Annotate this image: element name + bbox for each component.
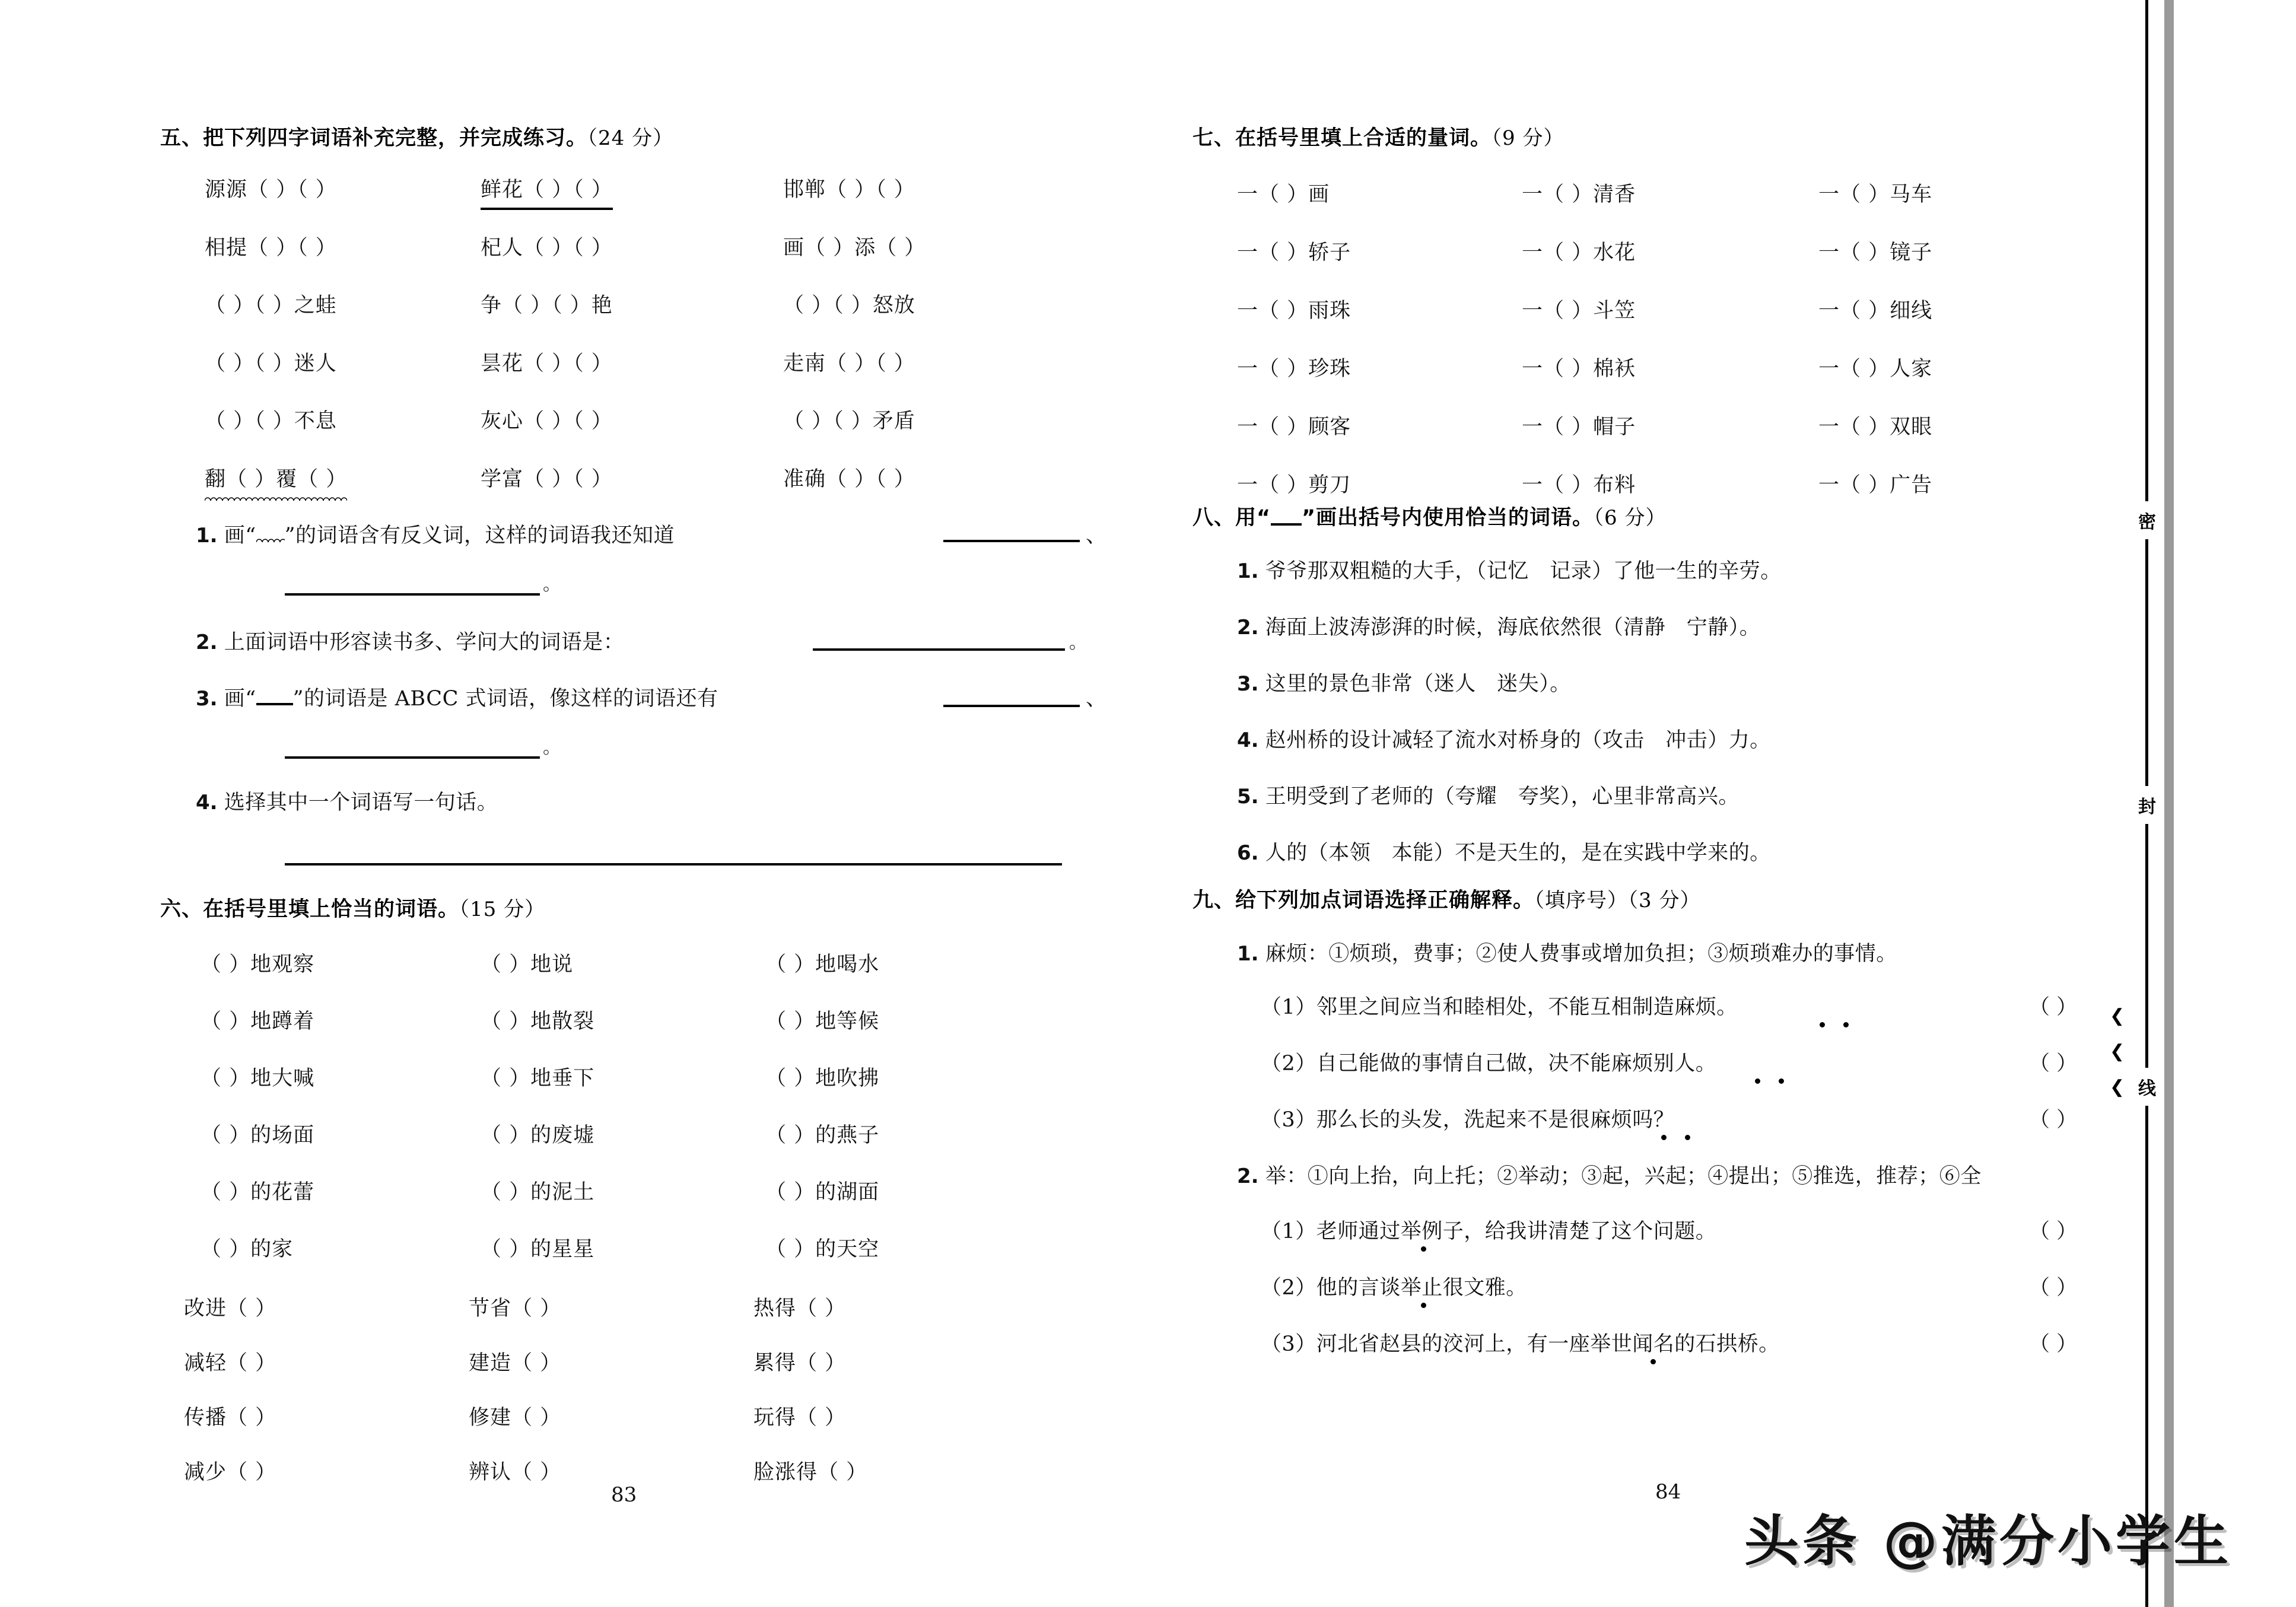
subitem-text: 邻里之间应当和睦相处，不能互相制造麻烦。: [1316, 995, 1738, 1019]
section-8-item: [1237, 667, 1571, 697]
idiom-cell[interactable]: 源源（ ）（ ）: [205, 178, 337, 202]
question-3-tail: 、: [1086, 687, 1107, 711]
answer-bracket[interactable]: （ ）: [2029, 1276, 2078, 1300]
phrase-cell[interactable]: （ ）的湖面: [765, 1180, 880, 1204]
section-9-group-head: [1237, 1160, 1982, 1189]
question-text-before: 画“: [224, 524, 256, 548]
item-number: 2.: [1237, 616, 1259, 639]
section-5-title: [160, 122, 673, 151]
idiom-cell[interactable]: （ ）（ ）迷人: [205, 352, 337, 376]
group-definition: 麻烦：①烦琐，费事；②使人费事或增加负担；③烦琐难办的事情。: [1265, 942, 1897, 966]
item-number: 6.: [1237, 841, 1259, 865]
section-5-question-2: [196, 626, 624, 655]
question-text: 选择其中一个词语写一句话。: [224, 791, 498, 814]
idiom-cell[interactable]: 灰心（ ）（ ）: [481, 409, 613, 433]
idiom-cell[interactable]: 昙花（ ）（ ）: [481, 352, 613, 376]
idiom-cell[interactable]: 杞人（ ）（ ）: [481, 236, 613, 260]
item-text[interactable]: 这里的景色非常（迷人 迷失）。: [1265, 672, 1571, 696]
idiom-cell[interactable]: 走南（ ）（ ）: [783, 352, 915, 376]
idiom-cell[interactable]: （ ）（ ）之蛙: [205, 294, 337, 317]
idiom-cell[interactable]: 画（ ）添（ ）: [783, 236, 926, 260]
verb-cell[interactable]: 建造（ ）: [469, 1351, 562, 1375]
scissors-mark: ❯: [2110, 1041, 2125, 1062]
measure-cell[interactable]: 一（ ）人家: [1818, 357, 1933, 381]
verb-cell[interactable]: 脸涨得（ ）: [753, 1460, 868, 1484]
section-7-title-text: 七、在括号里填上合适的量词。: [1192, 126, 1492, 150]
measure-cell[interactable]: 一（ ）水花: [1522, 241, 1636, 265]
section-8-item: [1237, 780, 1740, 810]
section-7-title: [1192, 122, 1564, 151]
measure-cell[interactable]: 一（ ）轿子: [1237, 241, 1351, 265]
phrase-cell[interactable]: （ ）地吹拂: [765, 1067, 880, 1090]
phrase-cell[interactable]: （ ）地喝水: [765, 953, 880, 976]
straight-underline-mark: [1271, 505, 1302, 526]
section-6-points: （15 分）: [459, 898, 546, 921]
emphasis-dot: [1820, 1022, 1825, 1027]
subitem-text: 他的言谈举止很文雅。: [1316, 1276, 1527, 1300]
section-5-question-1: [196, 519, 675, 549]
measure-cell[interactable]: 一（ ）广告: [1818, 473, 1933, 497]
binding-line-shadow: [2164, 0, 2174, 1607]
page-number-left: 83: [611, 1483, 637, 1507]
item-text[interactable]: 人的（本领 本能）不是天生的，是在实践中学来的。: [1265, 841, 1771, 865]
page-number-right: 84: [1655, 1480, 1681, 1504]
emphasis-dot: [1421, 1246, 1426, 1252]
group-number: 1.: [1237, 942, 1259, 966]
measure-cell[interactable]: 一（ ）珍珠: [1237, 357, 1351, 381]
phrase-cell[interactable]: （ ）地蹲着: [201, 1010, 315, 1033]
phrase-cell[interactable]: （ ）的场面: [201, 1124, 315, 1147]
subitem-label: （1）: [1261, 1220, 1316, 1243]
answer-blank[interactable]: [285, 756, 540, 759]
verb-cell[interactable]: 改进（ ）: [184, 1297, 277, 1320]
section-8-item: [1237, 724, 1771, 753]
idiom-cell-wavy[interactable]: 翻（ ）覆（ ）: [205, 463, 347, 501]
section-9-title-text: 九、给下列加点词语选择正确解释。: [1192, 889, 1535, 912]
measure-cell[interactable]: 一（ ）斗笠: [1522, 299, 1636, 323]
idiom-cell-underlined[interactable]: 鲜花（ ）（ ）: [481, 173, 613, 210]
idiom-cell[interactable]: 相提（ ）（ ）: [205, 236, 337, 260]
emphasis-dot: [1843, 1022, 1849, 1027]
question-text-after: ”的词语是 ABCC 式词语，像这样的词语还有: [292, 687, 718, 711]
measure-cell[interactable]: 一（ ）细线: [1818, 299, 1933, 323]
idiom-cell[interactable]: 邯郸（ ）（ ）: [783, 178, 915, 202]
idiom-cell[interactable]: （ ）（ ）矛盾: [783, 409, 915, 433]
binding-char-feng: 封: [2135, 786, 2160, 824]
item-text[interactable]: 王明受到了老师的（夸耀 夸奖），心里非常高兴。: [1265, 785, 1740, 809]
subitem-label: （3）: [1261, 1332, 1316, 1356]
section-6-title-text: 六、在括号里填上恰当的词语。: [160, 898, 460, 921]
verb-cell[interactable]: 减少（ ）: [184, 1460, 277, 1484]
watermark: 头条 @满分小学生: [1744, 1510, 2233, 1573]
question-number: 3.: [196, 687, 218, 711]
right-page: [1192, 0, 2106, 1607]
phrase-cell[interactable]: （ ）的家: [201, 1237, 294, 1261]
subitem-text: 河北省赵县的洨河上，有一座举世闻名的石拱桥。: [1316, 1332, 1780, 1356]
subitem-text: 自己能做的事情自己做，决不能麻烦别人。: [1316, 1052, 1717, 1075]
emphasis-dot: [1661, 1135, 1667, 1140]
answer-blank-long[interactable]: [285, 863, 1062, 865]
phrase-cell[interactable]: （ ）地散裂: [481, 1010, 595, 1033]
measure-cell[interactable]: 一（ ）画: [1237, 183, 1330, 206]
measure-cell[interactable]: 一（ ）双眼: [1818, 415, 1933, 439]
item-text[interactable]: 赵州桥的设计减轻了流水对桥身的（攻击 冲击）力。: [1265, 728, 1771, 752]
question-1-tail: 、: [1086, 524, 1107, 548]
section-6-title: [160, 893, 545, 922]
verb-cell[interactable]: 玩得（ ）: [753, 1406, 847, 1430]
phrase-cell[interactable]: （ ）的花蕾: [201, 1180, 315, 1204]
measure-cell[interactable]: 一（ ）顾客: [1237, 415, 1351, 439]
verb-cell[interactable]: 热得（ ）: [753, 1297, 847, 1320]
phrase-cell[interactable]: （ ）地说: [481, 953, 574, 976]
idiom-cell[interactable]: 学富（ ）（ ）: [481, 467, 613, 491]
phrase-cell[interactable]: （ ）地等候: [765, 1010, 880, 1033]
section-8-item: [1237, 836, 1771, 866]
emphasis-dot: [1651, 1359, 1656, 1364]
group-definition: 举：①向上抬，向上托；②举动；③起，兴起；④提出；⑤推选，推荐；⑥全: [1265, 1164, 1982, 1188]
scissors-mark: ❯: [2110, 1005, 2125, 1026]
idiom-cell[interactable]: 争（ ）（ ）艳: [481, 294, 613, 317]
section-7-points: （9 分）: [1492, 126, 1564, 150]
answer-bracket[interactable]: （ ）: [2029, 1220, 2078, 1243]
scissors-mark: ❯: [2110, 1077, 2125, 1097]
answer-bracket[interactable]: （ ）: [2029, 1332, 2078, 1356]
phrase-cell[interactable]: （ ）的天空: [765, 1237, 880, 1261]
subitem-label: （3）: [1261, 1108, 1316, 1132]
emphasis-dot: [1685, 1135, 1690, 1140]
verb-cell[interactable]: 修建（ ）: [469, 1406, 562, 1430]
item-number: 5.: [1237, 785, 1259, 809]
phrase-cell[interactable]: （ ）的泥土: [481, 1180, 595, 1204]
verb-cell[interactable]: 减轻（ ）: [184, 1351, 277, 1375]
period-mark: 。: [543, 737, 561, 758]
phrase-cell[interactable]: （ ）地观察: [201, 953, 315, 976]
verb-cell[interactable]: 节省（ ）: [469, 1297, 562, 1320]
emphasis-dot: [1755, 1078, 1760, 1084]
answer-bracket[interactable]: （ ）: [2029, 1052, 2078, 1075]
section-8-title-after: ”画出括号内使用恰当的词语。: [1302, 506, 1594, 530]
idiom-cell[interactable]: 准确（ ）（ ）: [783, 467, 915, 491]
measure-cell[interactable]: 一（ ）镜子: [1818, 241, 1933, 265]
measure-cell[interactable]: 一（ ）布料: [1522, 473, 1636, 497]
binding-char-mi: 密: [2135, 501, 2160, 539]
section-8-points: （6 分）: [1594, 506, 1667, 530]
section-8-title-before: 八、用“: [1192, 506, 1271, 530]
section-8-item: [1237, 555, 1782, 584]
measure-cell[interactable]: 一（ ）清香: [1522, 183, 1636, 206]
section-5-question-3: [196, 682, 718, 712]
subitem-label: （1）: [1261, 995, 1316, 1019]
answer-bracket[interactable]: （ ）: [2029, 1108, 2078, 1132]
item-text[interactable]: 海面上波涛澎湃的时候，海底依然很（清静 宁静）。: [1265, 616, 1761, 639]
section-5-question-4: [196, 786, 498, 816]
idiom-cell[interactable]: （ ）（ ）不息: [205, 409, 337, 433]
section-9-points: （填序号）（3 分）: [1534, 889, 1701, 912]
item-number: 1.: [1237, 559, 1259, 583]
answer-bracket[interactable]: （ ）: [2029, 995, 2078, 1019]
item-text[interactable]: 爷爷那双粗糙的大手，（记忆 记录）了他一生的辛劳。: [1265, 559, 1782, 583]
measure-cell[interactable]: 一（ ）雨珠: [1237, 299, 1351, 323]
section-9-subitem: [1261, 1271, 1527, 1301]
left-page: [113, 0, 1107, 1607]
answer-blank[interactable]: [943, 540, 1080, 542]
item-number: 3.: [1237, 672, 1259, 696]
subitem-text: 那么长的头发，洗起来不是很麻烦吗？: [1316, 1108, 1675, 1132]
straight-underline-mark: [256, 690, 293, 705]
period-mark: 。: [1069, 632, 1087, 653]
question-number: 2.: [196, 631, 218, 654]
measure-cell[interactable]: 一（ ）马车: [1818, 183, 1933, 206]
subitem-label: （2）: [1261, 1276, 1316, 1300]
emphasis-dot: [1779, 1078, 1784, 1084]
section-9-subitem: [1261, 1215, 1716, 1245]
question-number: 4.: [196, 791, 218, 814]
measure-cell[interactable]: 一（ ）帽子: [1522, 415, 1636, 439]
idiom-cell[interactable]: （ ）（ ）怒放: [783, 294, 915, 317]
answer-blank[interactable]: [285, 593, 540, 596]
binding-char-xian: 线: [2135, 1068, 2160, 1106]
subitem-text: 老师通过举例子，给我讲清楚了这个问题。: [1316, 1220, 1717, 1243]
question-text-before: 画“: [224, 687, 256, 711]
measure-cell[interactable]: 一（ ）剪刀: [1237, 473, 1351, 497]
section-9-subitem: [1261, 1103, 1674, 1133]
measure-cell[interactable]: 一（ ）棉袄: [1522, 357, 1636, 381]
section-8-title: [1192, 501, 1666, 531]
section-5-title-text: 五、把下列四字词语补充完整，并完成练习。: [160, 126, 588, 150]
question-text: 上面词语中形容读书多、学问大的词语是：: [224, 631, 625, 654]
subitem-label: （2）: [1261, 1052, 1316, 1075]
section-9-title: [1192, 884, 1700, 914]
item-number: 4.: [1237, 728, 1259, 752]
question-number: 1.: [196, 524, 218, 548]
phrase-cell[interactable]: （ ）地大喊: [201, 1067, 315, 1090]
period-mark: 。: [543, 574, 561, 595]
wavy-underline-mark: [256, 527, 285, 542]
verb-cell[interactable]: 累得（ ）: [753, 1351, 847, 1375]
section-5-points: （24 分）: [587, 126, 674, 150]
group-number: 2.: [1237, 1164, 1259, 1188]
answer-blank[interactable]: [943, 705, 1080, 707]
question-text-after: ”的词语含有反义词，这样的词语我还知道: [284, 524, 675, 548]
section-9-group-head: [1237, 937, 1897, 967]
section-9-subitem: [1261, 1047, 1716, 1077]
emphasis-dot: [1421, 1303, 1426, 1308]
verb-cell[interactable]: 传播（ ）: [184, 1406, 277, 1430]
phrase-cell[interactable]: （ ）的废墟: [481, 1124, 595, 1147]
phrase-cell[interactable]: （ ）地垂下: [481, 1067, 595, 1090]
phrase-cell[interactable]: （ ）的星星: [481, 1237, 595, 1261]
phrase-cell[interactable]: （ ）的燕子: [765, 1124, 880, 1147]
section-8-item: [1237, 611, 1760, 641]
section-9-subitem: [1261, 1328, 1780, 1357]
answer-blank[interactable]: [813, 648, 1065, 651]
section-9-subitem: [1261, 991, 1738, 1020]
verb-cell[interactable]: 辨认（ ）: [469, 1460, 562, 1484]
